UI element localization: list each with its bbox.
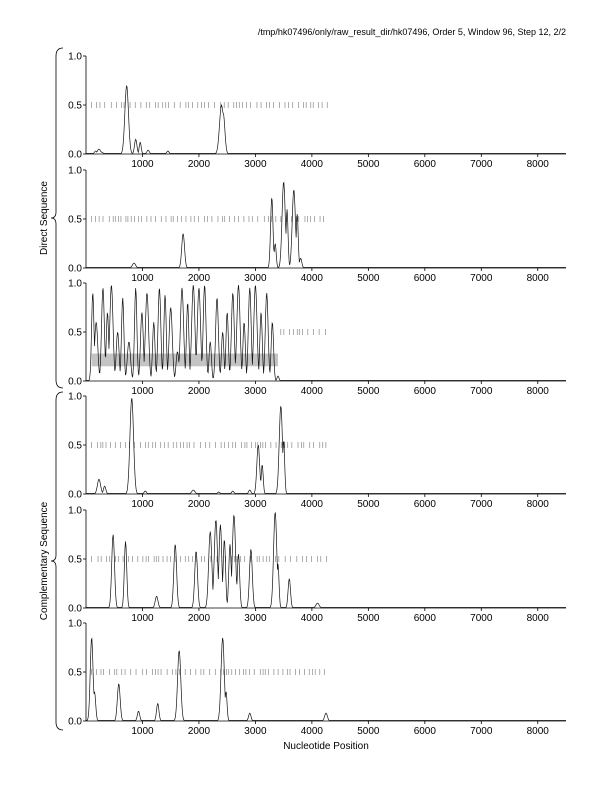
y-tick-label: 0.0 — [68, 603, 82, 615]
panel-6 — [68, 619, 566, 738]
x-tick-label: 1000 — [131, 386, 154, 397]
x-tick-label: 2000 — [187, 159, 211, 170]
x-tick-label: 1000 — [131, 159, 154, 170]
x-tick-label: 5000 — [357, 499, 380, 510]
x-tick-label: 3000 — [244, 159, 267, 170]
x-tick-label: 1000 — [131, 613, 154, 624]
x-tick-label: 6000 — [413, 273, 436, 284]
panel-4-marker-row — [92, 442, 326, 448]
y-tick-label: 0.5 — [68, 214, 82, 226]
direct-sequence-bracket — [51, 48, 63, 388]
x-tick-label: 2000 — [187, 613, 211, 624]
panel-6-trace — [86, 638, 566, 721]
panel-1-marker-row — [92, 102, 328, 108]
x-tick-label: 4000 — [300, 499, 324, 510]
x-tick-label: 6000 — [413, 499, 436, 510]
direct-sequence-label: Direct Sequence — [39, 181, 50, 255]
x-tick-label: 7000 — [470, 159, 493, 170]
bracket-path — [51, 48, 63, 388]
y-tick-label: 1.0 — [68, 165, 82, 177]
x-tick-label: 8000 — [526, 499, 549, 510]
x-tick-label: 7000 — [470, 613, 493, 624]
x-tick-label: 5000 — [357, 386, 380, 397]
x-tick-label: 8000 — [526, 386, 549, 397]
x-tick-label: 3000 — [244, 613, 267, 624]
y-tick-label: 0.0 — [68, 149, 82, 161]
y-tick-label: 0.5 — [68, 327, 82, 339]
x-tick-label: 2000 — [187, 386, 211, 397]
x-tick-label: 3000 — [244, 726, 267, 737]
y-tick-label: 0.0 — [68, 489, 82, 501]
x-tick-label: 5000 — [357, 726, 380, 737]
y-tick-label: 0.0 — [68, 716, 82, 728]
x-tick-label: 8000 — [526, 273, 549, 284]
x-tick-label: 4000 — [300, 726, 324, 737]
panel-1 — [68, 52, 566, 171]
x-tick-label: 1000 — [131, 499, 154, 510]
x-tick-label: 6000 — [413, 726, 436, 737]
header-path: /tmp/hk07496/only/raw_result_dir/hk07496, Order 5, Window 96, Step 12, 2/2 — [257, 27, 566, 37]
x-tick-label: 7000 — [470, 726, 493, 737]
x-tick-label: 5000 — [357, 159, 380, 170]
x-tick-label: 6000 — [413, 159, 436, 170]
x-tick-label: 7000 — [470, 273, 493, 284]
x-tick-label: 2000 — [187, 726, 211, 737]
x-tick-label: 7000 — [470, 386, 493, 397]
x-tick-label: 7000 — [470, 499, 493, 510]
y-tick-label: 1.0 — [68, 618, 82, 630]
y-tick-label: 1.0 — [68, 505, 82, 517]
panel-6-marker-row — [92, 669, 325, 675]
panel-2 — [68, 166, 566, 285]
x-tick-label: 2000 — [187, 273, 211, 284]
y-tick-label: 1.0 — [68, 391, 82, 403]
x-tick-label: 4000 — [300, 273, 324, 284]
x-tick-label: 6000 — [413, 386, 436, 397]
panel-3-marker-row — [281, 329, 326, 335]
y-tick-label: 1.0 — [68, 278, 82, 290]
bracket-path — [51, 392, 63, 730]
x-tick-label: 2000 — [187, 499, 211, 510]
y-tick-label: 0.5 — [68, 100, 82, 112]
x-tick-label: 3000 — [244, 386, 267, 397]
x-tick-label: 1000 — [131, 726, 154, 737]
x-tick-label: 3000 — [244, 499, 267, 510]
x-tick-label: 4000 — [300, 159, 324, 170]
y-tick-label: 0.5 — [68, 667, 82, 679]
complementary-sequence-bracket — [51, 392, 63, 730]
complementary-sequence-label: Complementary Sequence — [39, 501, 50, 621]
y-tick-label: 0.5 — [68, 554, 82, 566]
y-tick-label: 0.5 — [68, 440, 82, 452]
panel-2-trace — [86, 183, 566, 268]
x-tick-label: 4000 — [300, 613, 324, 624]
x-tick-label: 5000 — [357, 273, 380, 284]
y-tick-label: 0.0 — [68, 376, 82, 388]
x-tick-label: 1000 — [131, 273, 154, 284]
x-tick-label: 6000 — [413, 613, 436, 624]
x-tick-label: 8000 — [526, 159, 549, 170]
x-tick-label: 4000 — [300, 386, 324, 397]
panel-3 — [68, 279, 566, 398]
x-tick-label: 8000 — [526, 613, 549, 624]
chart-panels — [68, 52, 566, 738]
x-tick-label: 3000 — [244, 273, 267, 284]
panel-2-marker-row — [92, 216, 324, 222]
panel-5-trace — [86, 512, 566, 607]
y-tick-label: 0.0 — [68, 263, 82, 275]
y-tick-label: 1.0 — [68, 51, 82, 63]
panel-5 — [68, 506, 566, 625]
panel-4 — [68, 392, 566, 511]
panel-1-trace — [86, 86, 566, 154]
x-tick-label: 5000 — [357, 613, 380, 624]
x-tick-label: 8000 — [526, 726, 549, 737]
x-axis-title: Nucleotide Position — [283, 741, 369, 752]
